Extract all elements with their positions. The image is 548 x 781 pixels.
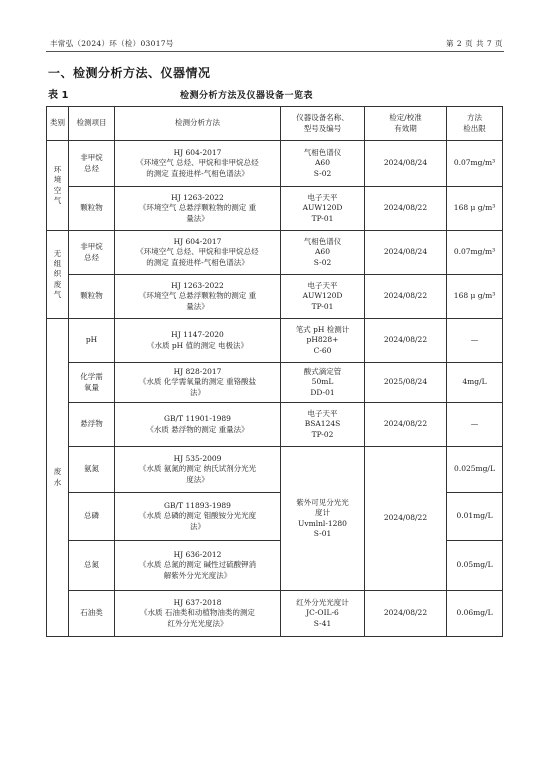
limit-cell: 0.07mg/m³	[447, 141, 503, 187]
col-header-instrument: 仪器设备名称、 型号及编号	[281, 107, 365, 141]
validity-cell-shared-uv: 2024/08/22	[365, 447, 447, 591]
item-cell: 总磷	[69, 493, 115, 541]
limit-cell: —	[447, 319, 503, 363]
method-cell: HJ 535-2009 《水质 氨氮的测定 纳氏试剂分光光 度法》	[115, 447, 281, 493]
item-cell: 总氮	[69, 541, 115, 591]
header-divider	[46, 51, 504, 52]
method-cell: HJ 1147-2020 《水质 pH 值的测定 电极法》	[115, 319, 281, 363]
item-cell: 氨氮	[69, 447, 115, 493]
table-row	[47, 187, 503, 231]
limit-cell: 168 μ g/m³	[447, 275, 503, 319]
item-cell: 颗粒物	[69, 187, 115, 231]
limit-cell: —	[447, 403, 503, 447]
instrument-cell: 笔式 pH 检测计 pH828+ C-60	[281, 319, 365, 363]
col-header-method: 检测分析方法	[115, 107, 281, 141]
table-header-row	[47, 107, 503, 141]
instrument-cell: 酸式滴定管 50mL DD-01	[281, 363, 365, 403]
limit-cell: 0.05mg/L	[447, 541, 503, 591]
col-header-item: 检测项目	[69, 107, 115, 141]
limit-cell: 168 μ g/m³	[447, 187, 503, 231]
table-row	[47, 403, 503, 447]
method-cell: HJ 637-2018 《水质 石油类和动植物油类的测定 红外分光光度法》	[115, 591, 281, 637]
validity-cell: 2024/08/24	[365, 231, 447, 275]
col-header-validity: 检定/校准 有效期	[365, 107, 447, 141]
validity-cell: 2024/08/22	[365, 403, 447, 447]
category-unorganized-exhaust: 无 组 织 废 气	[47, 231, 69, 319]
method-cell: HJ 1263-2022 《环境空气 总悬浮颗粒物的测定 重 量法》	[115, 187, 281, 231]
table-label: 表 1	[48, 90, 69, 101]
method-cell: HJ 828-2017 《水质 化学需氧量的测定 重铬酸盐 法》	[115, 363, 281, 403]
item-cell: pH	[69, 319, 115, 363]
table-row	[47, 363, 503, 403]
table-row	[47, 141, 503, 187]
method-cell: GB/T 11893-1989 《水质 总磷的测定 钼酸铵分光光度 法》	[115, 493, 281, 541]
item-cell: 悬浮物	[69, 403, 115, 447]
validity-cell: 2024/08/22	[365, 187, 447, 231]
instrument-cell: 电子天平 AUW120D TP-01	[281, 275, 365, 319]
instrument-cell: 气相色谱仪 A60 S-02	[281, 231, 365, 275]
validity-cell: 2024/08/22	[365, 319, 447, 363]
table-row	[47, 319, 503, 363]
category-wastewater: 废 水	[47, 319, 69, 637]
table-row	[47, 231, 503, 275]
instrument-cell-shared-uv: 紫外可见分光光 度计 Uvmlnl-1280 S-01	[281, 447, 365, 591]
table-row	[47, 275, 503, 319]
instrument-cell: 电子天平 BSA124S TP-02	[281, 403, 365, 447]
validity-cell: 2024/08/22	[365, 275, 447, 319]
method-cell: HJ 604-2017 《环境空气 总烃、甲烷和非甲烷总烃 的测定 直接进样-气相色谱法》	[115, 231, 281, 275]
method-cell: HJ 1263-2022 《环境空气 总悬浮颗粒物的测定 重 量法》	[115, 275, 281, 319]
report-number: 丰常弘（2024）环（检）03017号	[50, 39, 174, 48]
item-cell: 化学需 氧量	[69, 363, 115, 403]
limit-cell: 4mg/L	[447, 363, 503, 403]
item-cell: 颗粒物	[69, 275, 115, 319]
table-caption: 检测分析方法及仪器设备一览表	[180, 91, 314, 101]
limit-cell: 0.025mg/L	[447, 447, 503, 493]
limit-cell: 0.07mg/m³	[447, 231, 503, 275]
section-title: 一、检测分析方法、仪器情况	[48, 66, 211, 80]
item-cell: 非甲烷 总烃	[69, 141, 115, 187]
instrument-cell: 红外分光光度计 JC-OIL-6 S-41	[281, 591, 365, 637]
table-row	[47, 591, 503, 637]
item-cell: 石油类	[69, 591, 115, 637]
method-cell: GB/T 11901-1989 《水质 悬浮物的测定 重量法》	[115, 403, 281, 447]
limit-cell: 0.01mg/L	[447, 493, 503, 541]
instrument-cell: 气相色谱仪 A60 S-02	[281, 141, 365, 187]
page-indicator: 第 2 页 共 7 页	[446, 39, 503, 48]
item-cell: 非甲烷 总烃	[69, 231, 115, 275]
limit-cell: 0.06mg/L	[447, 591, 503, 637]
validity-cell: 2025/08/24	[365, 363, 447, 403]
col-header-limit: 方法 检出限	[447, 107, 503, 141]
validity-cell: 2024/08/22	[365, 591, 447, 637]
table-row	[47, 447, 503, 493]
method-cell: HJ 636-2012 《水质 总氮的测定 碱性过硫酸钾消 解紫外分光光度法》	[115, 541, 281, 591]
category-ambient-air: 环 境 空 气	[47, 141, 69, 231]
method-instrument-table	[46, 106, 503, 637]
method-cell: HJ 604-2017 《环境空气 总烃、甲烷和非甲烷总烃 的测定 直接进样-气相色谱法》	[115, 141, 281, 187]
col-header-category: 类别	[47, 107, 69, 141]
instrument-cell: 电子天平 AUW120D TP-01	[281, 187, 365, 231]
validity-cell: 2024/08/24	[365, 141, 447, 187]
